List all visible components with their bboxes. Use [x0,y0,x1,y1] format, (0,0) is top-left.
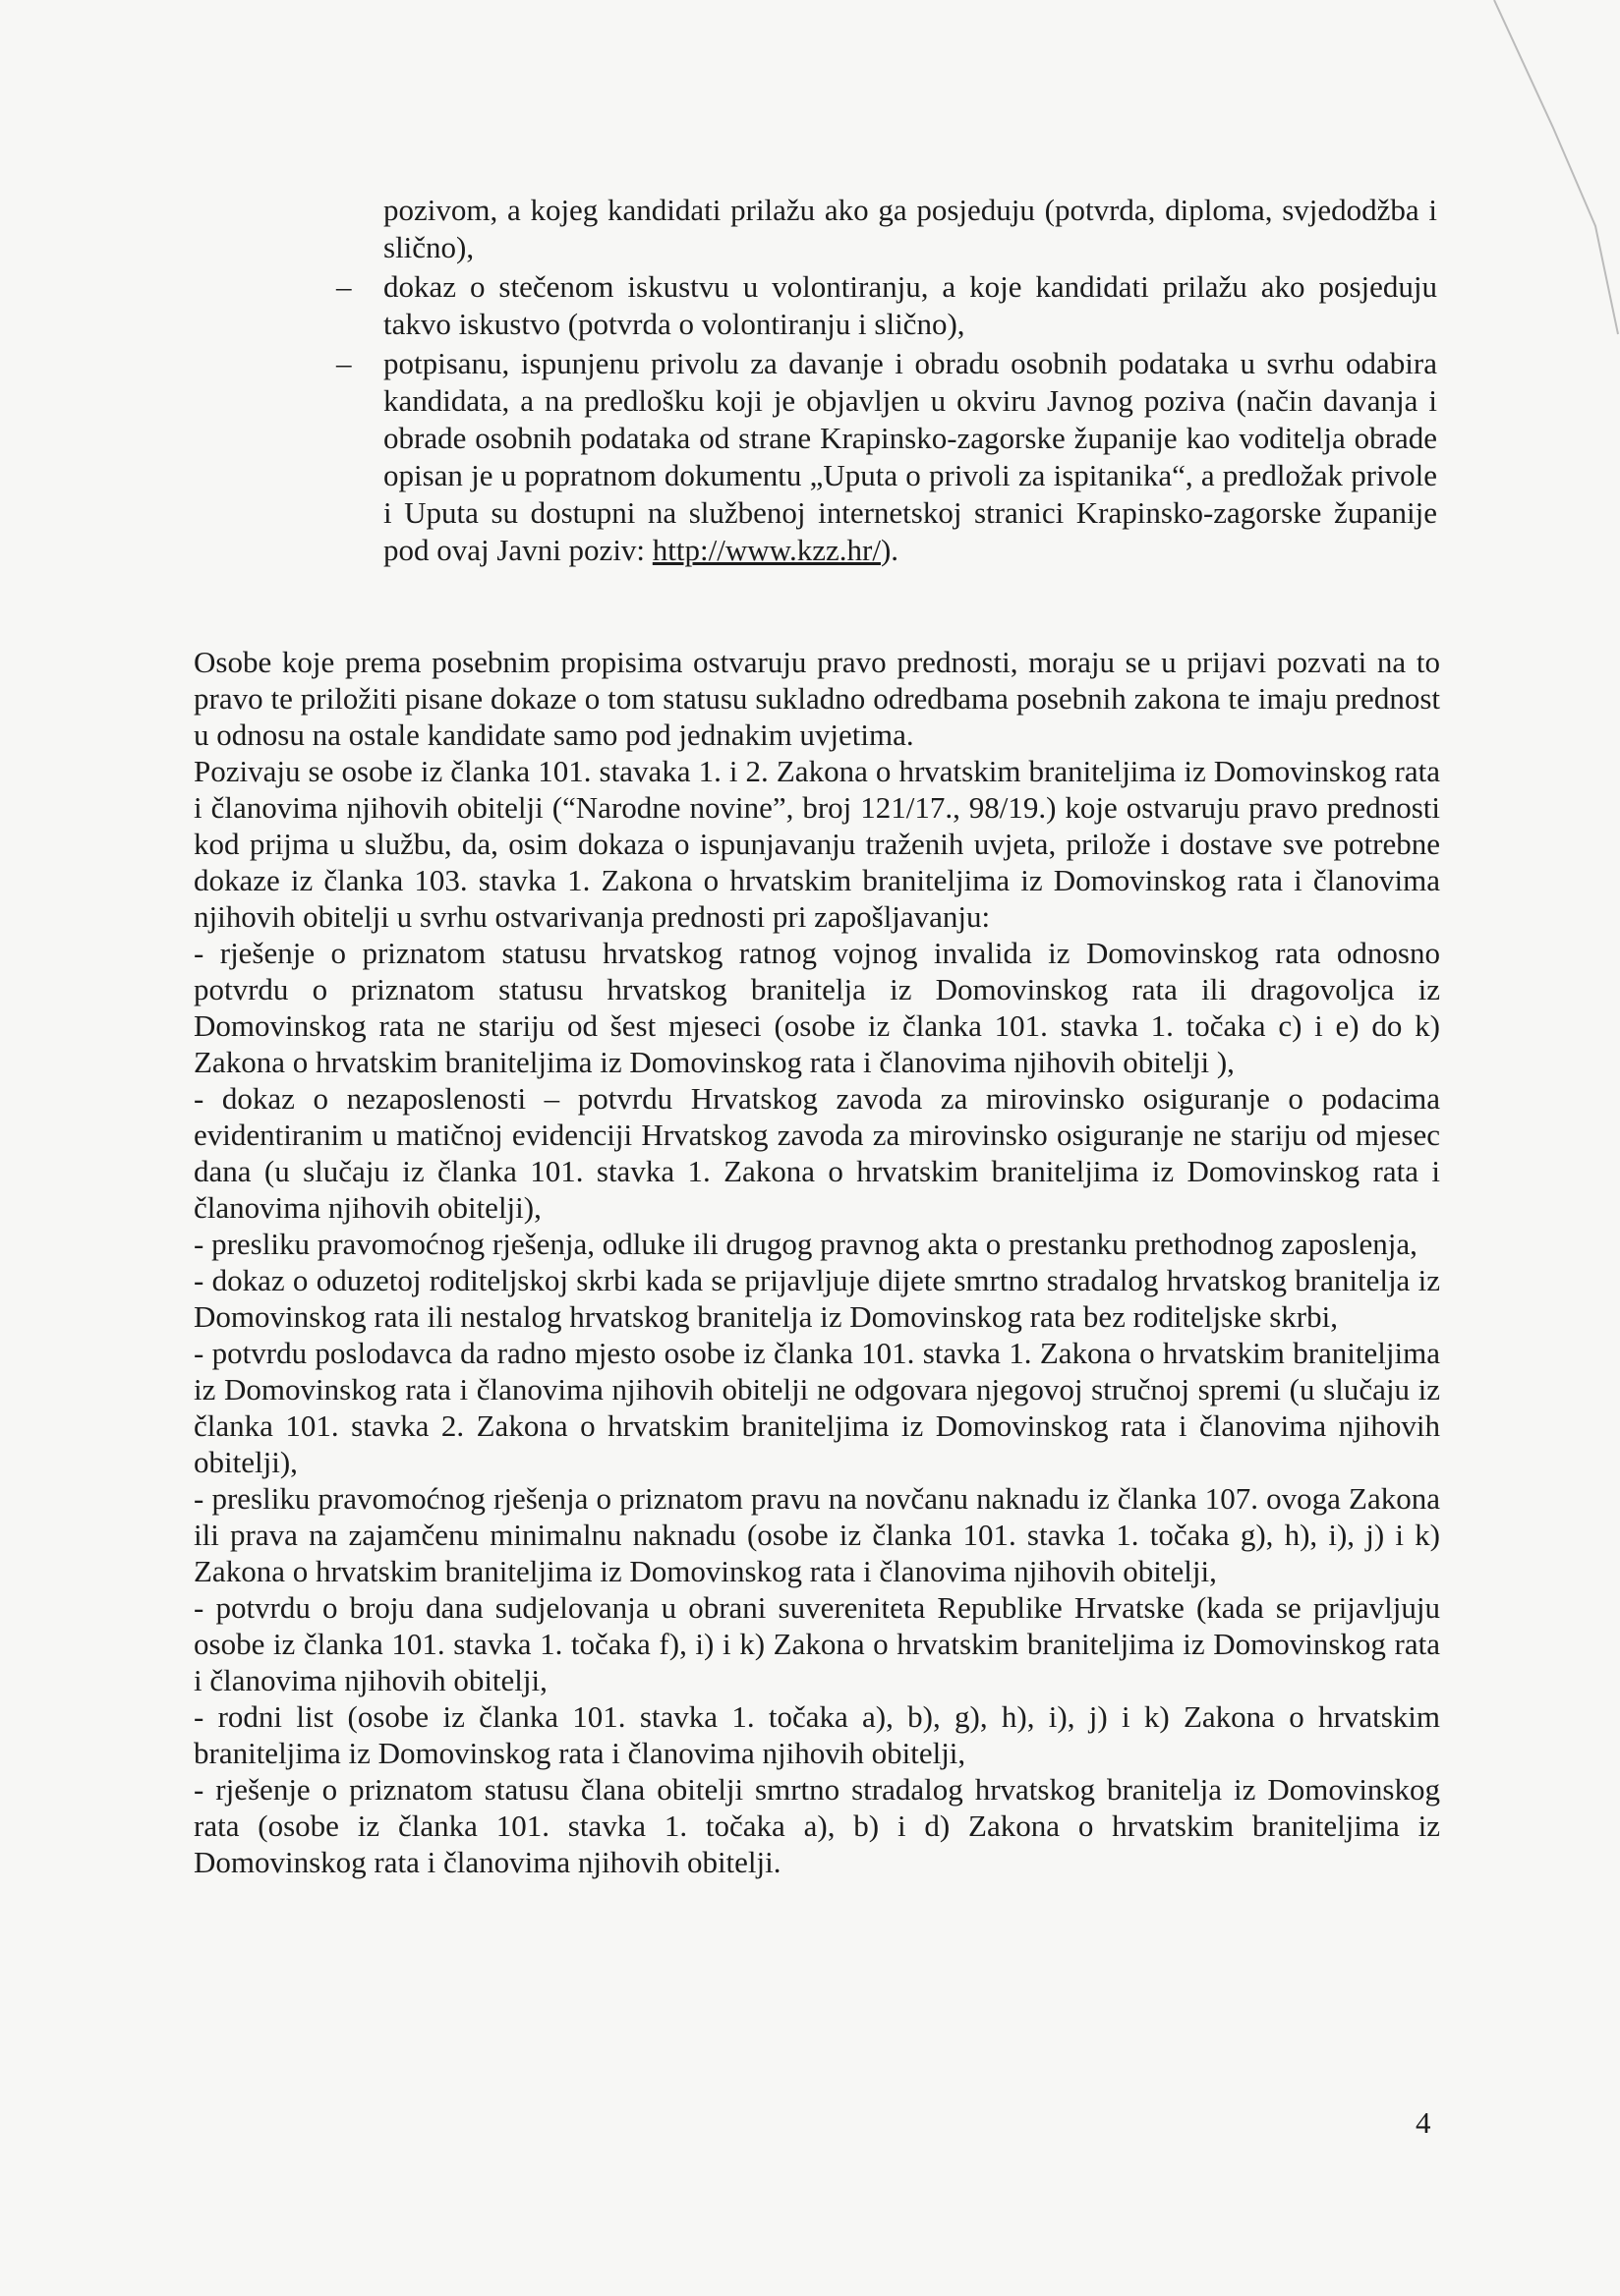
scan-page-edge [1492,0,1620,413]
list-item [383,192,1437,266]
list-item-text: pozivom, a kojeg kandidati prilažu ako ga posjeduju (potvrda, diploma, svjedodžba i slično), [383,193,1437,264]
list-item-text: dokaz o stečenom iskustvu u volontiranju, a koje kandidati prilažu ako posjeduju takvo iskustvo (potvrda o volontiranju i slično), [383,269,1437,341]
paragraph: - rješenje o priznatom statusu člana obitelji smrtno stradalog hrvatskog branitelja iz Domovinskog rata (osobe iz članka 101. stavka 1. točaka a), b) i d) Zakona o hrvatskim braniteljima iz Domovinskog rata i članovima njihovih obitelji. [194,1772,1440,1879]
paragraph: - dokaz o nezaposlenosti – potvrdu Hrvatskog zavoda za mirovinsko osiguranje o podacima evidentiranim u matičnoj evidenciji Hrvatskog zavoda za mirovinsko osiguranje ne stariju od mjesec dana (u slučaju iz članka 101. stavka 1. Zakona o hrvatskim braniteljima iz Domovinskog rata i članovima njihovih obitelji), [194,1081,1440,1225]
paragraph: - dokaz o oduzetoj roditeljskoj skrbi kada se prijavljuje dijete smrtno stradalog hrvatskog branitelja iz Domovinskog rata ili nestalog hrvatskog branitelja iz Domovinskog rata bez roditeljske skrbi, [194,1263,1440,1334]
body-text [194,644,1440,1880]
paragraph: Pozivaju se osobe iz članka 101. stavaka 1. i 2. Zakona o hrvatskim braniteljima iz Domovinskog rata i članovima njihovih obitelji (“Narodne novine”, broj 121/17., 98/19.) koje ostvaruju pravo prednosti kod prijma u službu, da, osim dokaza o ispunjavanju traženih uvjeta, prilože i dostave sve potrebne dokaze iz članka 103. stavka 1. Zakona o hrvatskim braniteljima iz Domovinskog rata i članovima njihovih obitelji u svrhu ostvarivanja prednosti pri zapošljavanju: [194,754,1440,934]
list-item-text-end: ). [880,533,899,567]
list-item [383,268,1437,343]
requirements-list [383,192,1437,569]
list-item-text: potpisanu, ispunjenu privolu za davanje i obradu osobnih podataka u svrhu odabira kandidata, a na predlošku koji je objavljen u okviru Javnog poziva (način davanja i obrade osobnih podataka od strane Krapinsko-zagorske županije kao voditelja obrade opisan je u popratnom dokumentu „Uputa o privoli za ispitanika“, a predložak privole i Uputa su dostupni na službenoj internetskoj stranici Krapinsko-zagorske županije pod ovaj Javni poziv: [383,346,1437,567]
paragraph: Osobe koje prema posebnim propisima ostvaruju pravo prednosti, moraju se u prijavi pozvati na to pravo te priložiti pisane dokaze o tom statusu sukladno odredbama posebnih zakona te imaju prednost u odnosu na ostale kandidate samo pod jednakim uvjetima. [194,645,1440,752]
website-link[interactable]: http://www.kzz.hr/ [652,533,881,567]
paragraph: - rodni list (osobe iz članka 101. stavka 1. točaka a), b), g), h), i), j) i k) Zakona o hrvatskim braniteljima iz Domovinskog rata i članovima njihovih obitelji, [194,1699,1440,1770]
paragraph: - presliku pravomoćnog rješenja, odluke ili drugog pravnog akta o prestanku prethodnog zaposlenja, [194,1227,1418,1261]
page-number: 4 [1416,2105,1431,2140]
list-item [383,345,1437,569]
paragraph: - rješenje o priznatom statusu hrvatskog ratnog vojnog invalida iz Domovinskog rata odnosno potvrdu o priznatom statusu hrvatskog branitelja iz Domovinskog rata ili dragovoljca iz Domovinskog rata ne stariju od šest mjeseci (osobe iz članka 101. stavka 1. točaka c) i e) do k) Zakona o hrvatskim braniteljima iz Domovinskog rata i članovima njihovih obitelji ), [194,936,1440,1079]
paragraph: - potvrdu poslodavca da radno mjesto osobe iz članka 101. stavka 1. Zakona o hrvatskim braniteljima iz Domovinskog rata i članovima njihovih obitelji ne odgovara njegovoj stručnoj spremi (u slučaju iz članka 101. stavka 2. Zakona o hrvatskim braniteljima iz Domovinskog rata i članovima njihovih obitelji), [194,1336,1440,1479]
paragraph: - presliku pravomoćnog rješenja o priznatom pravu na novčanu naknadu iz članka 107. ovoga Zakona ili prava na zajamčenu minimalnu naknadu (osobe iz članka 101. stavka 1. točaka g), h), i), j) i k) Zakona o hrvatskim braniteljima iz Domovinskog rata i članovima njihovih obitelji, [194,1481,1440,1588]
paragraph: - potvrdu o broju dana sudjelovanja u obrani suvereniteta Republike Hrvatske (kada se prijavljuju osobe iz članka 101. stavka 1. točaka f), i) i k) Zakona o hrvatskim braniteljima iz Domovinskog rata i članovima njihovih obitelji, [194,1590,1440,1697]
